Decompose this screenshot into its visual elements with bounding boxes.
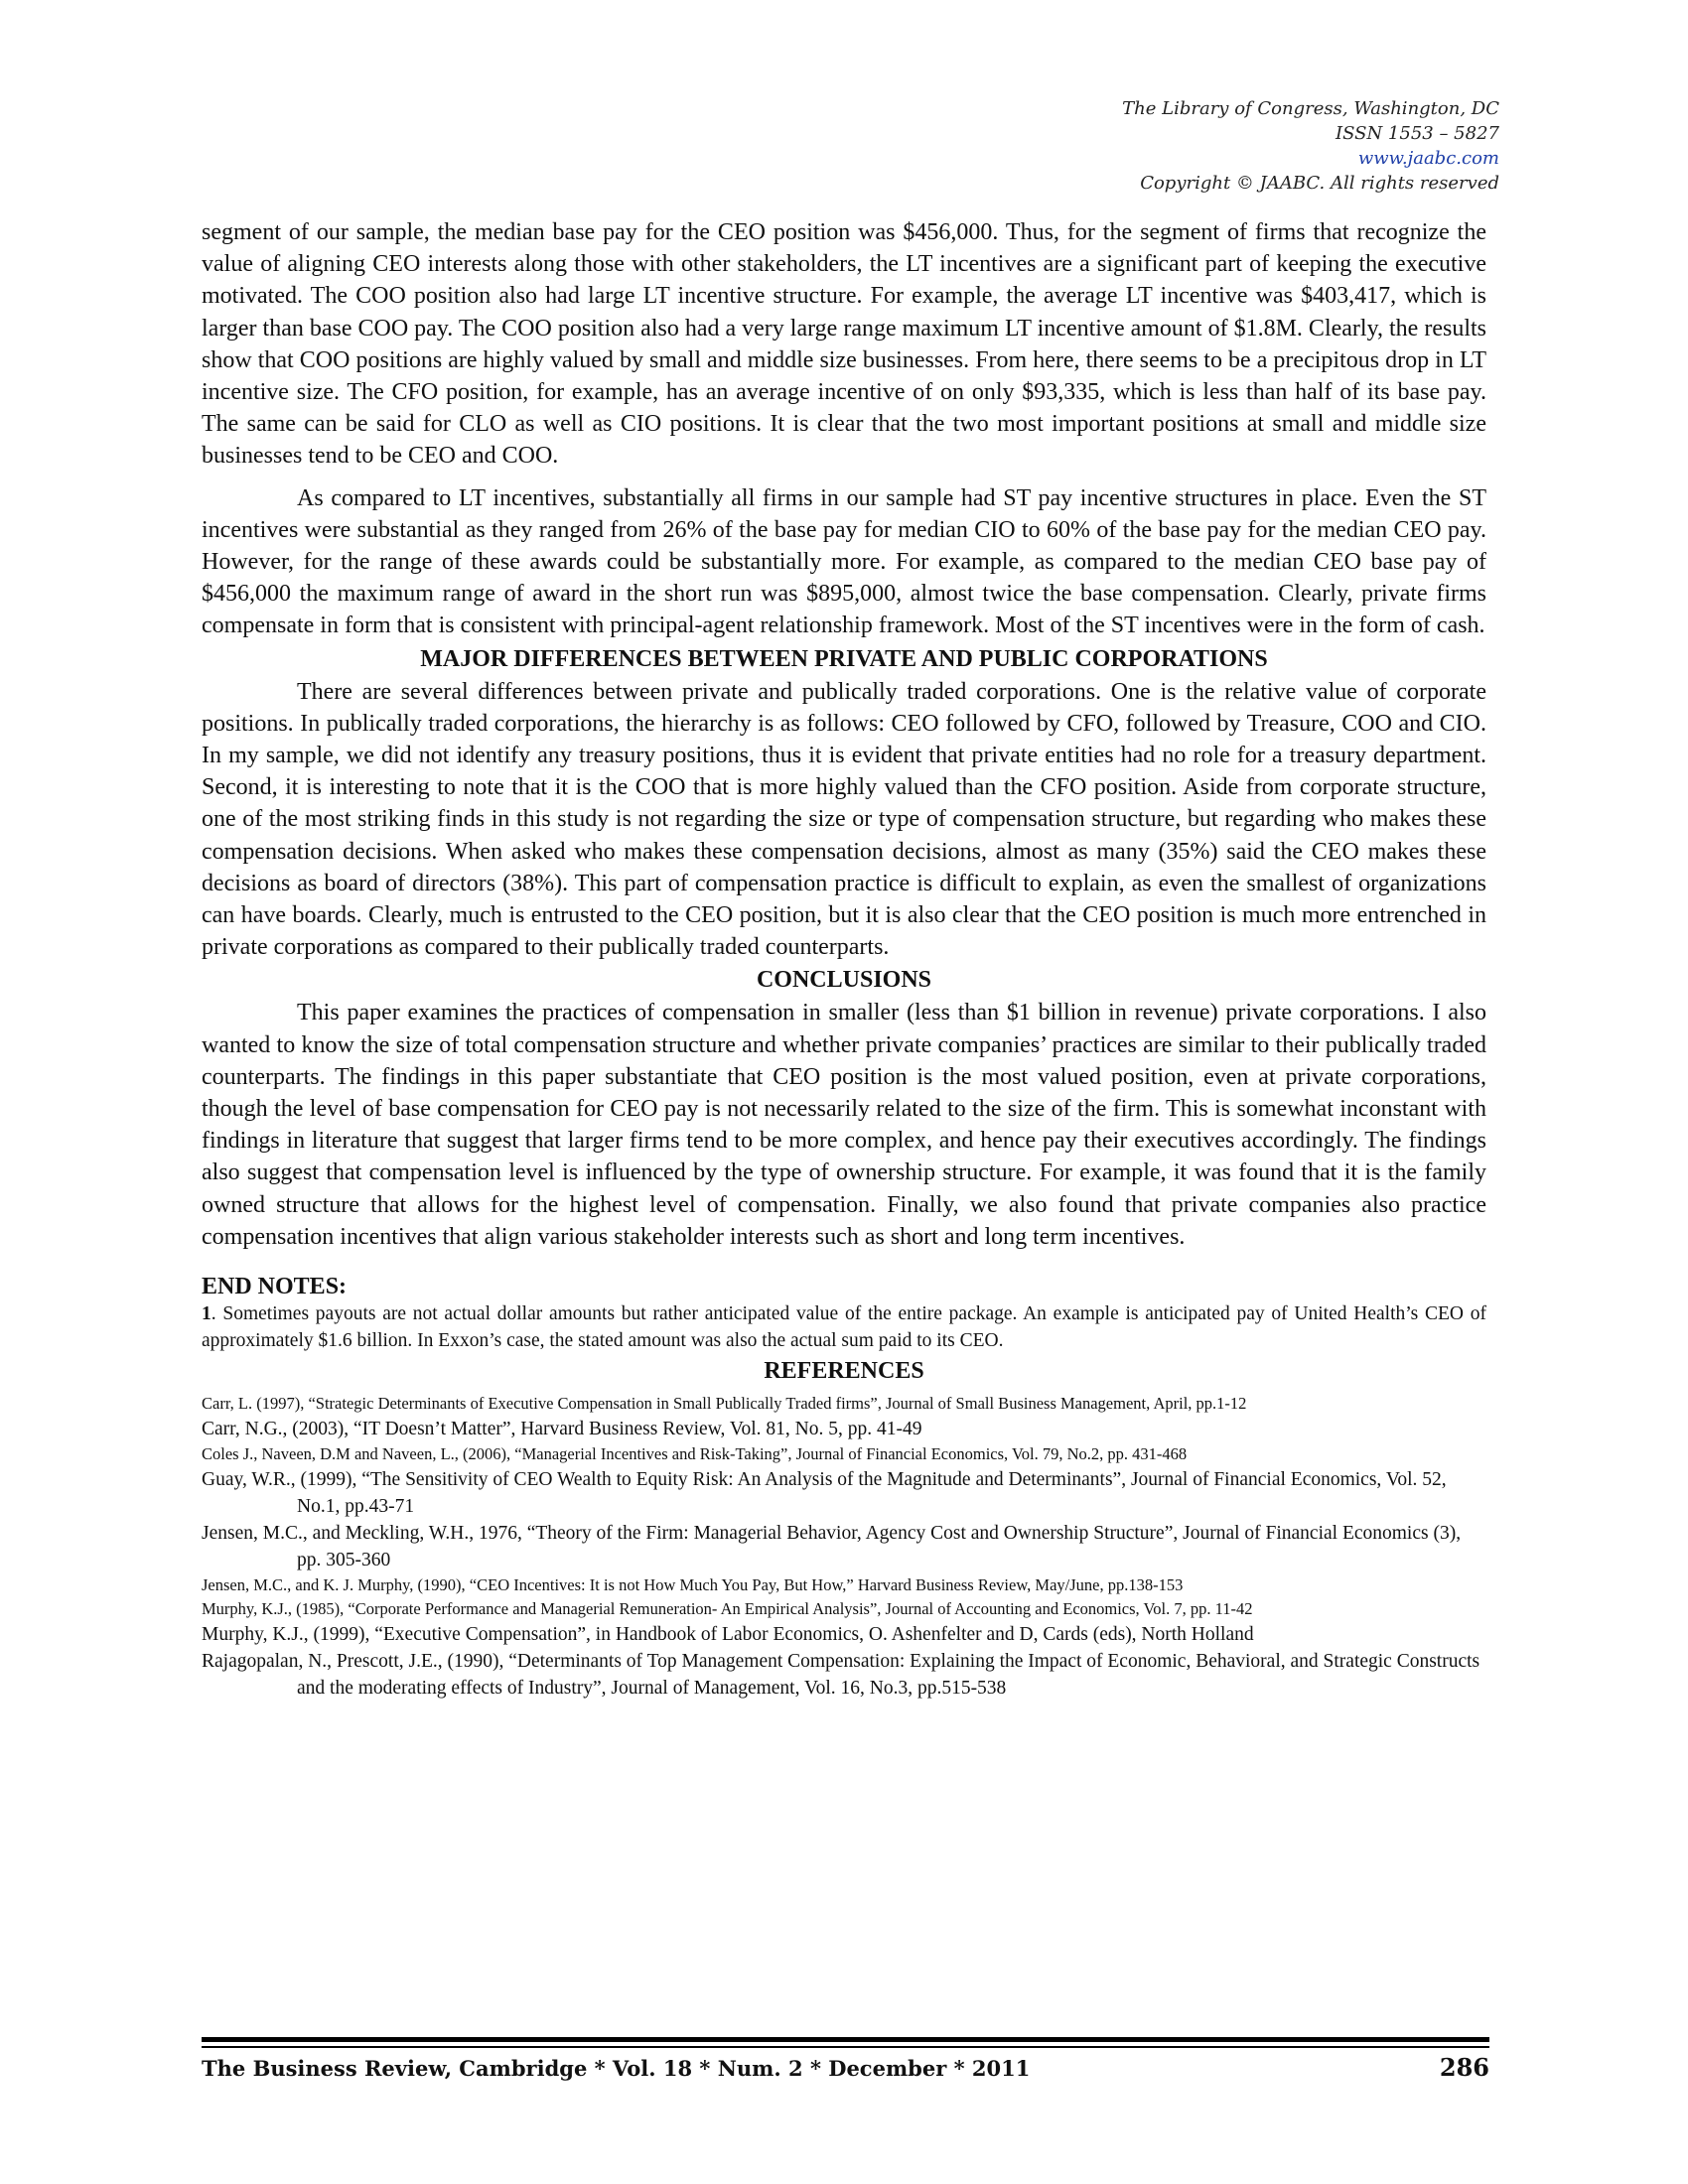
footer-rule-thin: [202, 2046, 1489, 2048]
body-paragraph-2: As compared to LT incentives, substantially all firms in our sample had ST pay incentive structures in place. Even the ST incentives were substantial as they ranged from 26% of the base pay for median CIO to 60% of the base pay for the median CEO pay. However, for the range of these awards could be substantially more. For example, as compared to the median CEO base pay of $456,000 the maximum range of award in the short run was $895,000, almost twice the base compensation. Clearly, private firms compensate in form that is consistent with principal-agent relationship framework. Most of the ST incentives were in the form of cash.: [202, 484, 1486, 639]
header-library-line: The Library of Congress, Washington, DC: [1122, 98, 1499, 119]
reference-item: Jensen, M.C., and Meckling, W.H., 1976, “Theory of the Firm: Managerial Behavior, Agency Cost and Ownership Structure”, Journal of Financial Economics (3), pp. 305-360: [202, 1523, 1462, 1571]
reference-item: Coles J., Naveen, D.M and Naveen, L., (2006), “Managerial Incentives and Risk-Taking”, Journal of Financial Economics, Vol. 79, No.2, pp. 431-468: [202, 1444, 1188, 1464]
conclusions-paragraph: This paper examines the practices of compensation in smaller (less than $1 billion in revenue) private corporations. I also wanted to know the size of total compensation structure and whether private companies’ practices are similar to their publically traded counterparts. The findings in this paper substantiate that CEO position is the most valued position, even at private corporations, though the level of base compensation for CEO pay is not necessarily related to the size of the firm. This is somewhat inconstant with findings in literature that suggest that larger firms tend to be more complex, and hence pay their executives accordingly. The findings also suggest that compensation level is influenced by the type of ownership structure. For example, it was found that it is the family owned structure that allows for the highest level of compensation. Finally, we also found that private companies also practice compensation incentives that align various stakeholder interests such as short and long term incentives.: [202, 1000, 1486, 1250]
header-copyright-line: Copyright © JAABC. All rights reserved: [1140, 173, 1499, 194]
footer-rule-thick: [202, 2037, 1489, 2042]
reference-item: Murphy, K.J., (1999), “Executive Compensation”, in Handbook of Labor Economics, O. Ashenfelter and D, Cards (eds), North Holland: [202, 1624, 1254, 1646]
reference-item: Rajagopalan, N., Prescott, J.E., (1990), “Determinants of Top Management Compensation: Explaining the Impact of Economic, Behavioral, and Strategic Constructs and the moderating effects of Industry”, Journal of Management, Vol. 16, No.3, pp.515-538: [202, 1651, 1480, 1700]
reference-item: Murphy, K.J., (1985), “Corporate Performance and Managerial Remuneration- An Empirical Analysis”, Journal of Accounting and Economics, Vol. 7, pp. 11-42: [202, 1599, 1253, 1619]
section-heading-references: REFERENCES: [764, 1358, 924, 1385]
endnote-text: . Sometimes payouts are not actual dollar amounts but rather anticipated value of the entire package. An example is anticipated pay of United Health’s CEO of approximately $1.6 billion. In Exxon’s case, the stated amount was also the actual sum paid to its CEO.: [202, 1303, 1486, 1352]
article-body: [202, 216, 1486, 1702]
reference-item: Carr, N.G., (2003), “IT Doesn’t Matter”, Harvard Business Review, Vol. 81, No. 5, pp. 41-49: [202, 1419, 922, 1440]
header-website-link[interactable]: www.jaabc.com: [1357, 148, 1499, 169]
section-heading-major-differences: MAJOR DIFFERENCES BETWEEN PRIVATE AND PUBLIC CORPORATIONS: [420, 645, 1268, 672]
header-issn-line: ISSN 1553 – 5827: [1336, 123, 1499, 144]
page-number: 286: [1439, 2053, 1489, 2082]
body-paragraph-1: segment of our sample, the median base pay for the CEO position was $456,000. Thus, for the segment of firms that recognize the value of aligning CEO interests along those with other stakeholders, the LT incentives are a significant part of keeping the executive motivated. The COO position also had large LT incentive structure. For example, the average LT incentive was $403,417, which is larger than base COO pay. The COO position also had a very large range maximum LT incentive amount of $1.8M. Clearly, the results show that COO positions are highly valued by small and middle size businesses. From here, there seems to be a precipitous drop in LT incentive size. The CFO position, for example, has an average incentive of on only $93,335, which is less than half of its base pay. The same can be said for CLO as well as CIO positions. It is clear that the two most important positions at small and middle size businesses tend to be CEO and COO.: [202, 219, 1486, 470]
journal-header: [1122, 96, 1499, 196]
reference-item: Jensen, M.C., and K. J. Murphy, (1990), “CEO Incentives: It is not How Much You Pay, But How,” Harvard Business Review, May/June, pp.138-153: [202, 1575, 1184, 1595]
reference-item: Guay, W.R., (1999), “The Sensitivity of CEO Wealth to Equity Risk: An Analysis of the Magnitude and Determinants”, Journal of Financial Economics, Vol. 52, No.1, pp.43-71: [202, 1469, 1447, 1518]
section-heading-conclusions: CONCLUSIONS: [756, 967, 932, 994]
major-differences-paragraph: There are several differences between private and publically traded corporations. One is the relative value of corporate positions. In publically traded corporations, the hierarchy is as follows: CEO followed by CFO, followed by Treasure, COO and CIO. In my sample, we did not identify any treasury positions, thus it is evident that private entities had no role for a treasury department. Second, it is interesting to note that it is the COO that is more highly valued than the CFO position. Aside from corporate structure, one of the most striking finds in this study is not regarding the size or type of compensation structure, but regarding who makes these compensation decisions. When asked who makes these compensation decisions, almost as many (35%) said the CEO makes these decisions as board of directors (38%). This part of compensation practice is difficult to explain, as even the smallest of organizations can have boards. Clearly, much is entrusted to the CEO position, but it is also clear that the CEO position is much more entrenched in private corporations as compared to their publically traded counterparts.: [202, 678, 1486, 961]
endnotes-heading: END NOTES:: [202, 1274, 348, 1300]
reference-item: Carr, L. (1997), “Strategic Determinants of Executive Compensation in Small Publically Traded firms”, Journal of Small Business Management, April, pp.1-12: [202, 1394, 1247, 1414]
reference-list: [202, 1392, 1486, 1702]
endnote-number: 1: [202, 1303, 211, 1325]
endnote-item: [202, 1300, 1486, 1354]
footer-journal-citation: The Business Review, Cambridge * Vol. 18 * Num. 2 * December * 2011: [202, 2056, 1031, 2081]
